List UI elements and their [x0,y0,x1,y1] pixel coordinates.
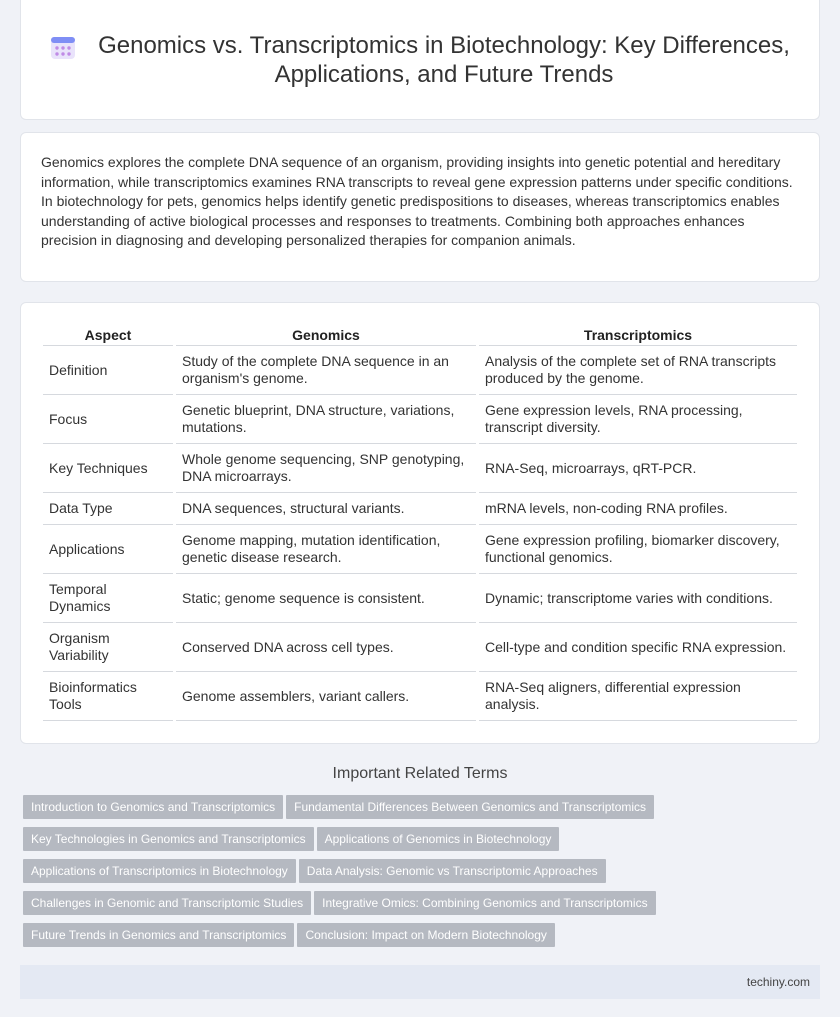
related-term-tag[interactable]: Conclusion: Impact on Modern Biotechnology [297,923,554,947]
comparison-table-card [20,302,820,744]
aspect-cell: Applications [43,525,173,574]
aspect-cell: Data Type [43,493,173,525]
column-header-transcriptomics: Transcriptomics [479,323,797,346]
transcriptomics-cell: Dynamic; transcriptome varies with conditions. [479,574,797,623]
footer-site-link[interactable]: techiny.com [746,975,810,989]
genomics-cell: Static; genome sequence is consistent. [176,574,476,623]
related-term-tag[interactable]: Key Technologies in Genomics and Transcriptomics [23,827,314,851]
aspect-cell: Temporal Dynamics [43,574,173,623]
genomics-cell: Genome mapping, mutation identification, genetic disease research. [176,525,476,574]
transcriptomics-cell: Gene expression levels, RNA processing, transcript diversity. [479,395,797,444]
related-term-tag[interactable]: Applications of Genomics in Biotechnology [317,827,560,851]
related-term-tag[interactable]: Introduction to Genomics and Transcriptomics [23,795,283,819]
table-row [43,623,797,672]
table-row [43,574,797,623]
genomics-cell: Genetic blueprint, DNA structure, variations, mutations. [176,395,476,444]
related-terms-list [20,795,820,955]
table-row [43,395,797,444]
related-terms-heading: Important Related Terms [332,765,508,782]
genomics-cell: Whole genome sequencing, SNP genotyping, DNA microarrays. [176,444,476,493]
transcriptomics-cell: RNA-Seq, microarrays, qRT-PCR. [479,444,797,493]
transcriptomics-cell: Gene expression profiling, biomarker discovery, functional genomics. [479,525,797,574]
intro-section [20,132,820,282]
genomics-cell: Conserved DNA across cell types. [176,623,476,672]
page-header [20,0,820,120]
genomics-cell: Study of the complete DNA sequence in an organism's genome. [176,346,476,395]
transcriptomics-cell: mRNA levels, non-coding RNA profiles. [479,493,797,525]
aspect-cell: Focus [43,395,173,444]
transcriptomics-cell: Cell-type and condition specific RNA expression. [479,623,797,672]
aspect-cell: Bioinformatics Tools [43,672,173,721]
calendar-grid-icon [50,35,76,61]
genomics-cell: DNA sequences, structural variants. [176,493,476,525]
page-footer [20,965,820,999]
table-row [43,672,797,721]
page-title: Genomics vs. Transcriptomics in Biotechnology: Key Differences, Applications, and Future Trends [98,31,790,88]
related-terms-section [0,765,840,955]
related-term-tag[interactable]: Fundamental Differences Between Genomics and Transcriptomics [286,795,654,819]
transcriptomics-cell: RNA-Seq aligners, differential expression analysis. [479,672,797,721]
related-term-tag[interactable]: Integrative Omics: Combining Genomics and Transcriptomics [314,891,655,915]
related-term-tag[interactable]: Applications of Transcriptomics in Biotechnology [23,859,296,883]
intro-paragraph: Genomics explores the complete DNA sequence of an organism, providing insights into genetic potential and hereditary information, while transcriptomics examines RNA transcripts to reveal gene expression patterns under specific conditions. In biotechnology for pets, genomics helps identify genetic predispositions to diseases, whereas transcriptomics enables understanding of active biological processes and responses to treatments. Combining both approaches enhances precision in diagnosing and developing personalized therapies for companion animals. [41,154,793,249]
column-header-genomics: Genomics [176,323,476,346]
aspect-cell: Key Techniques [43,444,173,493]
genomics-cell: Genome assemblers, variant callers. [176,672,476,721]
column-header-aspect: Aspect [43,323,173,346]
table-row [43,525,797,574]
table-header-row [43,323,797,346]
comparison-table [43,323,797,721]
related-term-tag[interactable]: Future Trends in Genomics and Transcriptomics [23,923,294,947]
table-row [43,493,797,525]
related-term-tag[interactable]: Challenges in Genomic and Transcriptomic Studies [23,891,311,915]
table-row [43,346,797,395]
related-term-tag[interactable]: Data Analysis: Genomic vs Transcriptomic Approaches [299,859,606,883]
transcriptomics-cell: Analysis of the complete set of RNA transcripts produced by the genome. [479,346,797,395]
table-row [43,444,797,493]
aspect-cell: Definition [43,346,173,395]
aspect-cell: Organism Variability [43,623,173,672]
